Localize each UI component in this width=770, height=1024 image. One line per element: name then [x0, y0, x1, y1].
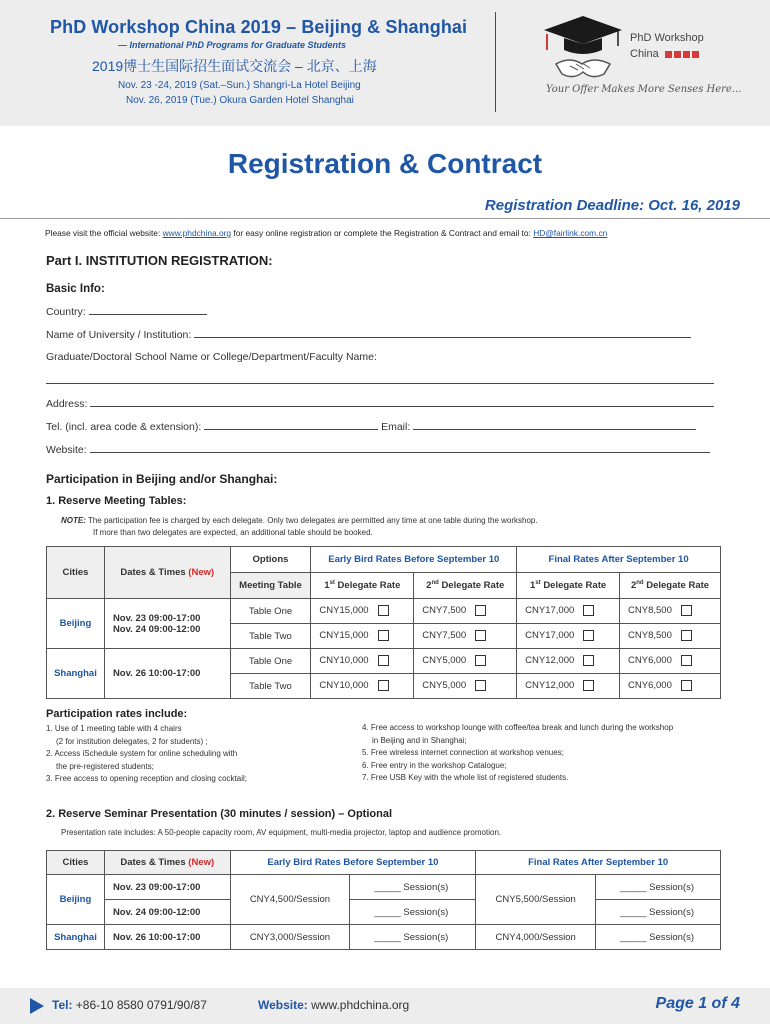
checkbox[interactable]	[475, 630, 486, 641]
rate-cell	[620, 599, 721, 624]
city-shanghai: Shanghai	[47, 649, 105, 699]
website-label: Website:	[46, 444, 87, 456]
th-dates	[104, 851, 230, 875]
rate-cell	[414, 624, 517, 649]
option-cell: Table Two	[230, 674, 311, 699]
footer-bar	[0, 988, 770, 1024]
rate-value: CNY17,000	[525, 630, 575, 642]
divider	[0, 218, 770, 219]
university-label: Name of University / Institution:	[46, 329, 192, 341]
checkbox[interactable]	[583, 680, 594, 691]
th-dates	[104, 547, 230, 599]
workshop-subtitle: — International PhD Programs for Graduate Students	[118, 40, 347, 50]
rate-value: CNY15,000	[319, 630, 369, 642]
ord-1: 1	[530, 580, 536, 592]
rate-value: CNY12,000	[525, 655, 575, 667]
visit-mid: for easy online registration or complete the Registration & Contract and email to:	[231, 228, 534, 238]
university-input[interactable]	[194, 328, 691, 338]
th-meeting-table: Meeting Table	[230, 573, 311, 599]
th-options: Options	[230, 547, 311, 573]
th-early-bird: Early Bird Rates Before September 10	[311, 547, 517, 573]
checkbox[interactable]	[378, 630, 389, 641]
rates-list-right	[362, 722, 673, 785]
list-item: 7. Free USB Key with the whole list of registered students.	[362, 773, 569, 782]
session-input[interactable]: _____ Session(s)	[596, 875, 721, 900]
checkbox[interactable]	[583, 605, 594, 616]
website-field	[46, 443, 710, 456]
list-item: (2 for institution delegates, 2 for students) ;	[56, 736, 208, 746]
rate-value: CNY12,000	[525, 680, 575, 692]
option-cell: Table One	[230, 649, 311, 674]
seminar-heading: 2. Reserve Seminar Presentation (30 minutes / session) – Optional	[46, 808, 393, 820]
school-field	[46, 351, 377, 363]
table-row	[47, 900, 721, 925]
checkbox[interactable]	[681, 605, 692, 616]
university-field	[46, 328, 691, 341]
th-final: Final Rates After September 10	[517, 547, 721, 573]
rate-cell: CNY4,500/Session	[230, 875, 350, 925]
checkbox[interactable]	[475, 680, 486, 691]
table-row	[47, 599, 721, 624]
th-dates-label: Dates & Times	[120, 857, 189, 868]
rate-value: CNY7,500	[422, 630, 467, 642]
sup-st: st	[535, 579, 541, 586]
header-banner	[0, 0, 770, 126]
tel-label: Tel. (incl. area code & extension):	[46, 421, 202, 433]
tel-value: +86-10 8580 0791/90/87	[72, 998, 207, 1012]
email-link[interactable]: HD@fairlink.com.cn	[533, 228, 608, 238]
th-cities: Cities	[47, 851, 105, 875]
country-input[interactable]	[89, 305, 207, 315]
address-label: Address:	[46, 398, 88, 410]
rate-cell: CNY3,000/Session	[230, 925, 350, 950]
list-item: 2. Access iSchedule system for online scheduling with	[46, 749, 238, 758]
checkbox[interactable]	[475, 605, 486, 616]
rate-cell	[620, 674, 721, 699]
list-item: 1. Use of 1 meeting table with 4 chairs	[46, 724, 182, 733]
rate-value: CNY7,500	[422, 605, 467, 617]
ord-1: 1	[324, 580, 330, 592]
tel-input[interactable]	[204, 420, 378, 430]
participation-heading: Participation in Beijing and/or Shanghai:	[46, 472, 278, 486]
meeting-tables-table	[46, 546, 721, 699]
footer-tel	[52, 998, 207, 1012]
shanghai-dates-cell: Nov. 26 10:00-17:00	[104, 649, 230, 699]
tel-label: Tel:	[52, 998, 73, 1012]
checkbox[interactable]	[583, 655, 594, 666]
logo-slogan: Your Offer Makes More Senses Here...	[546, 84, 742, 95]
checkbox[interactable]	[681, 680, 692, 691]
rate-value: CNY10,000	[319, 680, 369, 692]
country-field	[46, 305, 207, 318]
note-line2: If more than two delegates are expected, an additional table should be booked.	[93, 528, 373, 537]
beijing-date2: Nov. 24 09:00-12:00	[112, 623, 201, 635]
session-input[interactable]: _____ Session(s)	[350, 900, 476, 925]
page-title: Registration & Contract	[227, 148, 543, 179]
part1-heading: Part I. INSTITUTION REGISTRATION:	[46, 253, 273, 268]
th-early-bird: Early Bird Rates Before September 10	[230, 851, 476, 875]
basic-info-heading: Basic Info:	[46, 283, 105, 295]
date-cell: Nov. 26 10:00-17:00	[104, 925, 230, 950]
website-input[interactable]	[90, 443, 710, 453]
th-f-1st-delegate	[517, 573, 620, 599]
rate-cell	[517, 649, 620, 674]
header-divider	[495, 12, 496, 112]
rate-value: CNY8,500	[628, 630, 672, 642]
rate-value: CNY17,000	[525, 605, 575, 617]
th-cities: Cities	[47, 547, 105, 599]
rate-value: CNY5,000	[422, 680, 467, 692]
country-label: Country:	[46, 306, 86, 318]
logo-squares	[665, 51, 699, 58]
ord-2: 2	[426, 580, 432, 592]
beijing-dates-cell	[104, 599, 230, 649]
registration-deadline: Registration Deadline: Oct. 16, 2019	[484, 197, 740, 214]
school-label: Graduate/Doctoral School Name or College/Department/Faculty Name:	[46, 351, 377, 363]
date-cell: Nov. 23 09:00-17:00	[104, 875, 230, 900]
ord-2: 2	[630, 580, 637, 592]
delegate-rate: Delegate Rate	[646, 580, 710, 592]
th-final: Final Rates After September 10	[476, 851, 721, 875]
rate-value: CNY6,000	[628, 680, 672, 692]
logo-name: PhD Workshop	[630, 32, 704, 44]
list-item: the pre-registered students;	[56, 761, 154, 771]
delegate-rate: Delegate Rate	[441, 580, 505, 592]
school-input[interactable]	[46, 383, 714, 384]
rate-cell	[311, 599, 414, 624]
rate-cell	[517, 599, 620, 624]
city-beijing: Beijing	[47, 875, 105, 925]
footer-website	[258, 998, 409, 1012]
website-link[interactable]: www.phdchina.org	[162, 228, 232, 238]
rate-value: CNY10,000	[319, 655, 369, 667]
rate-cell	[517, 624, 620, 649]
beijing-dates: Nov. 23 -24, 2019 (Sat.–Sun.) Shangri-La Hotel Beijing	[118, 80, 361, 91]
rate-cell	[311, 649, 414, 674]
list-item: in Beijing and in Shanghai;	[372, 735, 467, 745]
checkbox[interactable]	[378, 605, 389, 616]
note-line1: The participation fee is charged by each delegate. Only two delegates are permitted any time at one table during the workshop.	[85, 516, 538, 525]
date-cell: Nov. 24 09:00-12:00	[104, 900, 230, 925]
tel-email-field	[46, 420, 696, 433]
workshop-title: PhD Workshop China 2019 – Beijing & Shanghai	[50, 17, 468, 37]
note-label: NOTE:	[61, 516, 86, 525]
list-item: 5. Free wireless internet connection at workshop venues;	[362, 748, 564, 757]
list-item: 4. Free access to workshop lounge with coffee/tea break and lunch during the workshop	[362, 723, 674, 732]
rate-value: CNY6,000	[628, 655, 672, 667]
rate-cell	[414, 649, 517, 674]
rate-cell	[620, 649, 721, 674]
page-number: Page 1 of 4	[655, 995, 740, 1012]
rate-cell	[517, 674, 620, 699]
sup-nd: nd	[431, 579, 439, 586]
visit-notice	[45, 228, 607, 238]
rate-cell: CNY5,500/Session	[476, 875, 596, 925]
checkbox[interactable]	[681, 630, 692, 641]
participation-note	[61, 515, 538, 539]
city-shanghai: Shanghai	[47, 925, 105, 950]
seminar-table	[46, 850, 721, 950]
logo-name-china: China	[630, 48, 659, 60]
session-input[interactable]: _____ Session(s)	[596, 900, 721, 925]
workshop-chinese-title: 2019博士生国际招生面试交流会 – 北京、上海	[92, 58, 377, 74]
option-cell: Table One	[230, 599, 311, 624]
rate-cell	[620, 624, 721, 649]
checkbox[interactable]	[475, 655, 486, 666]
option-cell: Table Two	[230, 624, 311, 649]
visit-prefix: Please visit the official website:	[45, 228, 163, 238]
rate-cell: CNY4,000/Session	[476, 925, 596, 950]
th-e-2nd-delegate	[414, 573, 517, 599]
th-e-1st-delegate	[311, 573, 414, 599]
delegate-rate: Delegate Rate	[337, 580, 401, 592]
session-input[interactable]: _____ Session(s)	[350, 875, 476, 900]
table-row	[47, 649, 721, 674]
checkbox[interactable]	[583, 630, 594, 641]
participation-rates-heading: Participation rates include:	[46, 708, 188, 720]
website-label: Website:	[258, 998, 308, 1012]
rate-value: CNY15,000	[319, 605, 369, 617]
sup-st: st	[329, 579, 335, 586]
session-input[interactable]: _____ Session(s)	[596, 925, 721, 950]
th-new-label: (New)	[188, 857, 215, 868]
rate-cell	[414, 674, 517, 699]
checkbox[interactable]	[378, 680, 389, 691]
rate-cell	[414, 599, 517, 624]
delegate-rate: Delegate Rate	[543, 580, 607, 592]
list-item: 6. Free entry in the workshop Catalogue;	[362, 760, 507, 770]
graduation-cap-handshake-icon	[540, 12, 626, 84]
rate-value: CNY8,500	[628, 605, 672, 617]
rate-cell	[311, 624, 414, 649]
session-input[interactable]: _____ Session(s)	[350, 925, 476, 950]
sup-nd: nd	[636, 579, 644, 586]
shanghai-dates: Nov. 26, 2019 (Tue.) Okura Garden Hotel Shanghai	[126, 95, 354, 106]
list-item: 3. Free access to opening reception and closing cocktail;	[46, 774, 248, 783]
table-row	[47, 875, 721, 900]
th-f-2nd-delegate	[620, 573, 721, 599]
table-row	[47, 925, 721, 950]
city-beijing: Beijing	[47, 599, 105, 649]
website-value[interactable]: www.phdchina.org	[307, 998, 410, 1012]
th-new-label: (New)	[188, 567, 215, 578]
email-input[interactable]	[413, 420, 696, 430]
email-label: Email:	[381, 421, 411, 433]
beijing-date1: Nov. 23 09:00-17:00	[112, 612, 201, 624]
reserve-tables-heading: 1. Reserve Meeting Tables:	[46, 495, 187, 507]
seminar-note: Presentation rate includes: A 50-people capacity room, AV equipment, multi-media projector, laptop and audience promotion.	[61, 828, 502, 837]
rates-list-left	[46, 723, 247, 786]
rate-cell	[311, 674, 414, 699]
rate-value: CNY5,000	[422, 655, 467, 667]
play-triangle-icon	[30, 998, 44, 1014]
checkbox[interactable]	[378, 655, 389, 666]
checkbox[interactable]	[681, 655, 692, 666]
th-dates-label: Dates & Times	[120, 567, 189, 578]
address-field	[46, 397, 714, 410]
address-input[interactable]	[90, 397, 714, 407]
